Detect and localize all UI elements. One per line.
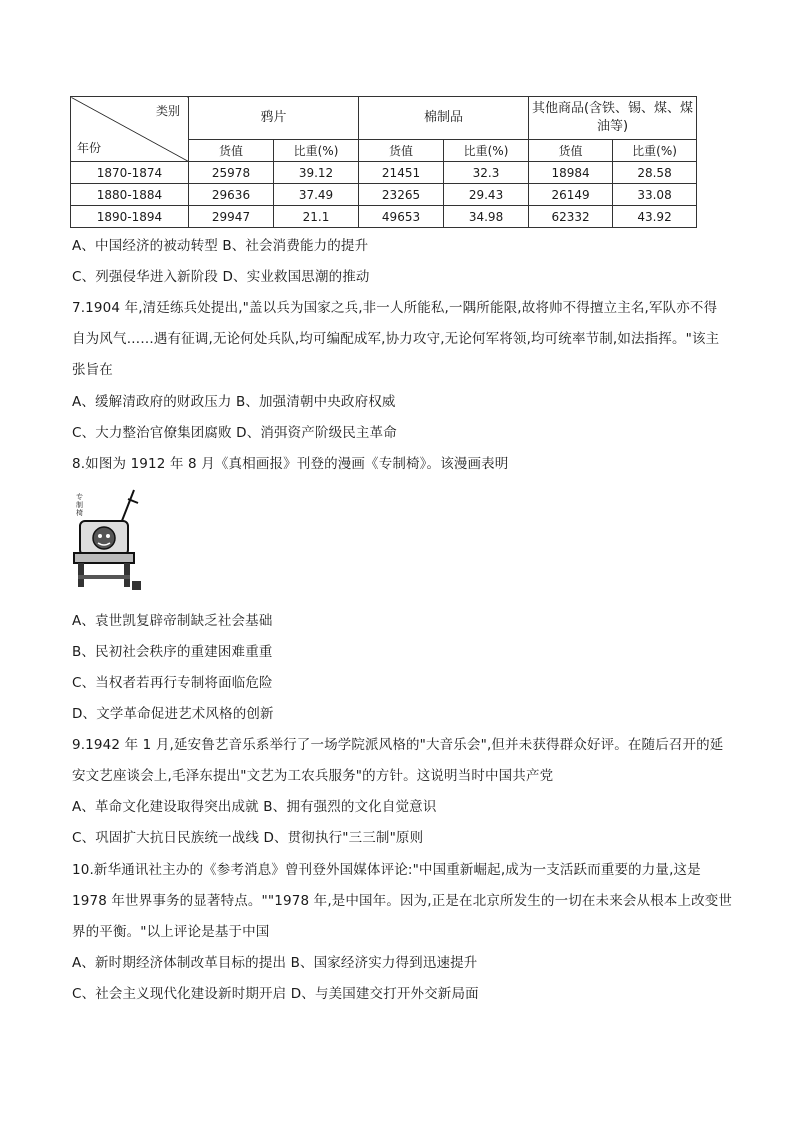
table-cell: 39.12: [274, 162, 359, 184]
artist-seal: [132, 581, 141, 590]
corner-year-label: 年份: [77, 141, 102, 155]
table-cell: 62332: [529, 206, 613, 228]
q9-options-ab: A、革命文化建设取得突出成就 B、拥有强烈的文化自觉意识: [72, 799, 437, 815]
group-header-cotton: 棉制品: [359, 97, 529, 140]
row-year: 1870-1874: [71, 162, 189, 184]
cartoon-caption-char: 椅: [76, 509, 83, 517]
q10-stem-line: 1978 年世界事务的显著特点。""1978 年,是中国年。因为,正是在北京所发生的一切在未来会从根本上改变世: [72, 893, 733, 909]
table-cell: 21451: [359, 162, 444, 184]
table-cell: 37.49: [274, 184, 359, 206]
row-year: 1880-1884: [71, 184, 189, 206]
cartoon-caption-char: 制: [76, 501, 83, 509]
table-cell: 33.08: [613, 184, 697, 206]
q9-options-cd: C、巩固扩大抗日民族统一战线 D、贯彻执行"三三制"原则: [72, 830, 424, 846]
ornament-eye: [106, 534, 110, 538]
table-cell: 25978: [189, 162, 274, 184]
q8-option-b: B、民初社会秩序的重建困难重重: [72, 644, 273, 660]
table-cell: 32.3: [444, 162, 529, 184]
table-row: [71, 206, 697, 228]
table-cell: 34.98: [444, 206, 529, 228]
q10-stem-line: 界的平衡。"以上评论是基于中国: [72, 924, 270, 940]
corner-category-label: 类别: [155, 104, 180, 118]
q10-stem-line: 10.新华通讯社主办的《参考消息》曾刊登外国媒体评论:"中国重新崛起,成为一支活跃而重要的力量,这是: [72, 862, 701, 878]
table-corner-cell: [71, 97, 189, 162]
table-cell: 23265: [359, 184, 444, 206]
q10-options-cd: C、社会主义现代化建设新时期开启 D、与美国建交打开外交新局面: [72, 986, 479, 1002]
table-cell: 29947: [189, 206, 274, 228]
q8-stem: 8.如图为 1912 年 8 月《真相画报》刊登的漫画《专制椅》。该漫画表明: [72, 456, 509, 472]
subheader-cell: 比重(%): [444, 140, 529, 162]
group-header-other: 其他商品(含铁、锡、煤、煤油等): [529, 97, 697, 140]
table-cell: 21.1: [274, 206, 359, 228]
ornament-eye: [98, 534, 102, 538]
q7-options-cd: C、大力整治官僚集团腐败 D、消弭资产阶级民主革命: [72, 425, 397, 441]
q6-options-ab: A、中国经济的被动转型 B、社会消费能力的提升: [72, 238, 369, 254]
subheader-cell: 货值: [359, 140, 444, 162]
table-row: [71, 184, 697, 206]
table-cell: 43.92: [613, 206, 697, 228]
table-header-row: [71, 97, 697, 140]
table-cell: 18984: [529, 162, 613, 184]
table-row: [71, 162, 697, 184]
q7-stem-line: 自为风气……遇有征调,无论何处兵队,均可编配成军,协力攻守,无论何军将领,均可统率节制,如法指挥。"该主: [72, 331, 720, 347]
q7-stem-line: 7.1904 年,清廷练兵处提出,"盖以兵为国家之兵,非一人所能私,一隅所能限,故将帅不得擅立主名,军队亦不得: [72, 300, 718, 316]
table-cell: 28.58: [613, 162, 697, 184]
subheader-cell: 货值: [529, 140, 613, 162]
table-cell: 49653: [359, 206, 444, 228]
q7-options-ab: A、缓解清政府的财政压力 B、加强清朝中央政府权威: [72, 394, 396, 410]
q9-stem-line: 9.1942 年 1 月,延安鲁艺音乐系举行了一场学院派风格的"大音乐会",但并未获得群众好评。在随后召开的延: [72, 737, 724, 753]
table-cell: 29636: [189, 184, 274, 206]
row-year: 1890-1894: [71, 206, 189, 228]
q6-options-cd: C、列强侵华进入新阶段 D、实业救国思潮的推动: [72, 269, 370, 285]
q7-stem-line: 张旨在: [72, 362, 113, 378]
trade-table: [70, 96, 697, 228]
cartoon-caption-char: 专: [76, 493, 83, 501]
table-cell: 29.43: [444, 184, 529, 206]
chair-rail: [78, 575, 130, 579]
q8-option-d: D、文学革命促进艺术风格的创新: [72, 706, 274, 722]
subheader-cell: 比重(%): [274, 140, 359, 162]
despotic-chair-cartoon: [70, 487, 144, 593]
chair-seat: [74, 553, 134, 563]
subheader-cell: 货值: [189, 140, 274, 162]
q8-option-c: C、当权者若再行专制将面临危险: [72, 675, 273, 691]
subheader-cell: 比重(%): [613, 140, 697, 162]
table-cell: 26149: [529, 184, 613, 206]
q10-options-ab: A、新时期经济体制改革目标的提出 B、国家经济实力得到迅速提升: [72, 955, 478, 971]
q8-option-a: A、袁世凯复辟帝制缺乏社会基础: [72, 613, 273, 629]
q9-stem-line: 安文艺座谈会上,毛泽东提出"文艺为工农兵服务"的方针。这说明当时中国共产党: [72, 768, 554, 784]
group-header-opium: 鸦片: [189, 97, 359, 140]
